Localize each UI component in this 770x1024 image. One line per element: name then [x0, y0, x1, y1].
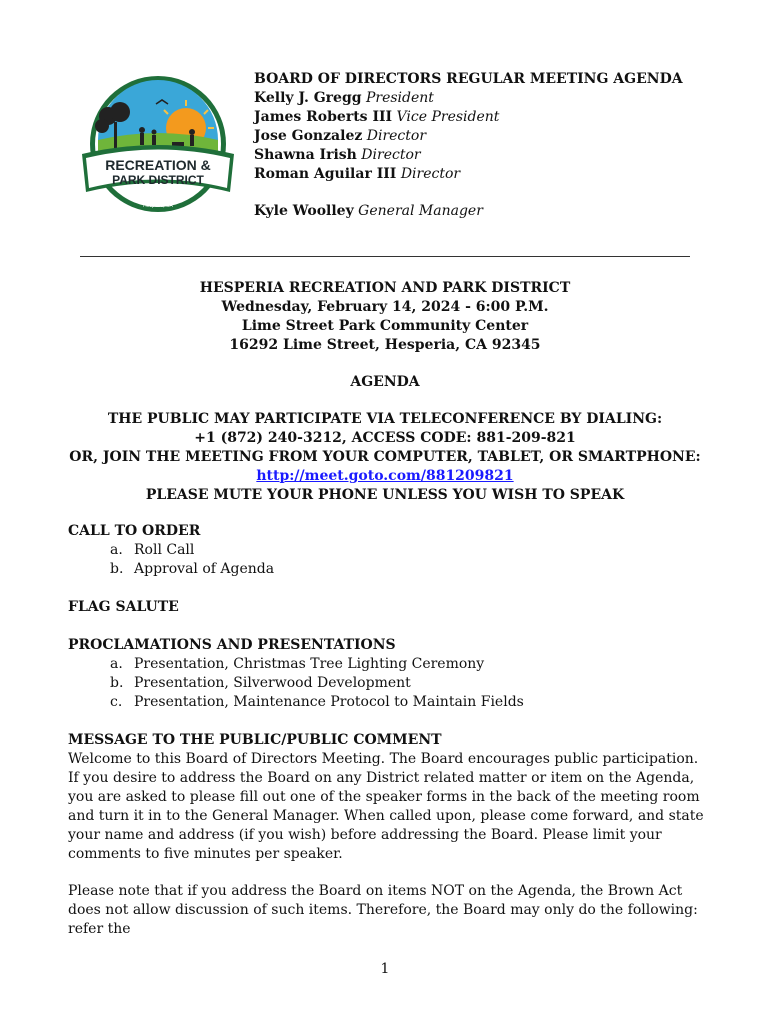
member-role: Director	[366, 128, 427, 144]
org-name: HESPERIA RECREATION AND PARK DISTRICT	[199, 280, 571, 296]
district-logo-graphic	[68, 70, 236, 218]
district-logo	[68, 70, 236, 218]
board-member	[254, 165, 724, 184]
flag-salute-title: FLAG SALUTE	[68, 599, 179, 615]
member-role: President	[365, 90, 434, 106]
list-item	[68, 560, 708, 579]
item-text: Approval of Agenda	[134, 561, 275, 577]
item-text: Presentation, Silverwood Development	[134, 675, 411, 691]
item-label: a.	[110, 656, 123, 672]
member-name: Shawna Irish	[254, 147, 357, 163]
agenda-label: AGENDA	[350, 374, 420, 390]
gm-name: Kyle Woolley	[254, 203, 354, 219]
header-divider	[80, 256, 690, 257]
member-role: Vice President	[396, 109, 500, 125]
member-name: Kelly J. Gregg	[254, 90, 362, 106]
mute-note: PLEASE MUTE YOUR PHONE UNLESS YOU WISH TO SPEAK	[145, 487, 625, 503]
flag-salute-section	[68, 598, 708, 617]
meeting-datetime: Wednesday, February 14, 2024 - 6:00 P.M.	[221, 299, 549, 315]
member-role: Director	[400, 166, 461, 182]
logo-text-bottom: PARK DISTRICT	[112, 173, 204, 187]
member-name: Jose Gonzalez	[254, 128, 363, 144]
member-role: Director	[361, 147, 421, 163]
item-text: Presentation, Maintenance Protocol to Maintain Fields	[134, 694, 524, 710]
call-to-order-section	[68, 522, 708, 579]
board-list	[254, 70, 724, 221]
teleconference-line-3: OR, JOIN THE MEETING FROM YOUR COMPUTER, TABLET, OR SMARTPHONE:	[69, 449, 701, 465]
meeting-address: 16292 Lime Street, Hesperia, CA 92345	[229, 337, 541, 353]
list-item	[68, 693, 708, 712]
public-comment-paragraph-1: Welcome to this Board of Directors Meeting. The Board encourages public participation. If you desire to address the Board on any District related matter or item on the Agenda, you are asked to please fill out one of the speaker forms in the back of the meeting room and turn it in to the General Manager. When called upon, please come forward, and state your name and address (if you wish) before addressing the Board. Please limit your comments to five minutes per speaker.	[68, 751, 704, 862]
member-name: James Roberts III	[254, 109, 393, 125]
item-label: a.	[110, 542, 123, 558]
proclamations-section	[68, 636, 708, 712]
teleconference-line-2: +1 (872) 240-3212, ACCESS CODE: 881-209-821	[194, 430, 576, 446]
public-comment-paragraph-2: Please note that if you address the Board on items NOT on the Agenda, the Brown Act does not allow discussion of such items. Therefore, the Board may only do the following: refer the	[68, 883, 698, 937]
item-text: Presentation, Christmas Tree Lighting Ceremony	[134, 656, 485, 672]
logo-city: Hesperia, CA	[143, 203, 173, 209]
meeting-link[interactable]: http://meet.goto.com/881209821	[256, 468, 514, 484]
call-to-order-title: CALL TO ORDER	[68, 523, 201, 539]
agenda-heading: BOARD OF DIRECTORS REGULAR MEETING AGENDA	[254, 71, 683, 87]
board-member	[254, 108, 724, 127]
board-member	[254, 127, 724, 146]
public-comment-title: MESSAGE TO THE PUBLIC/PUBLIC COMMENT	[68, 732, 442, 748]
member-name: Roman Aguilar III	[254, 166, 397, 182]
board-member	[254, 146, 724, 165]
meeting-venue: Lime Street Park Community Center	[241, 318, 529, 334]
board-member	[254, 89, 724, 108]
item-label: b.	[110, 675, 124, 691]
public-comment-section	[68, 731, 708, 939]
logo-established: EST. 1957	[144, 196, 172, 202]
logo-text-top: RECREATION &	[105, 157, 211, 173]
proclamations-title: PROCLAMATIONS AND PRESENTATIONS	[68, 637, 396, 653]
item-text: Roll Call	[134, 542, 195, 558]
item-label: b.	[110, 561, 124, 577]
item-label: c.	[110, 694, 123, 710]
list-item	[68, 655, 708, 674]
general-manager	[254, 202, 724, 221]
meeting-info	[0, 279, 770, 505]
list-item	[68, 541, 708, 560]
page-number: 1	[380, 961, 390, 977]
gm-role: General Manager	[358, 203, 483, 219]
teleconference-line-1: THE PUBLIC MAY PARTICIPATE VIA TELECONFERENCE BY DIALING:	[107, 411, 663, 427]
list-item	[68, 674, 708, 693]
